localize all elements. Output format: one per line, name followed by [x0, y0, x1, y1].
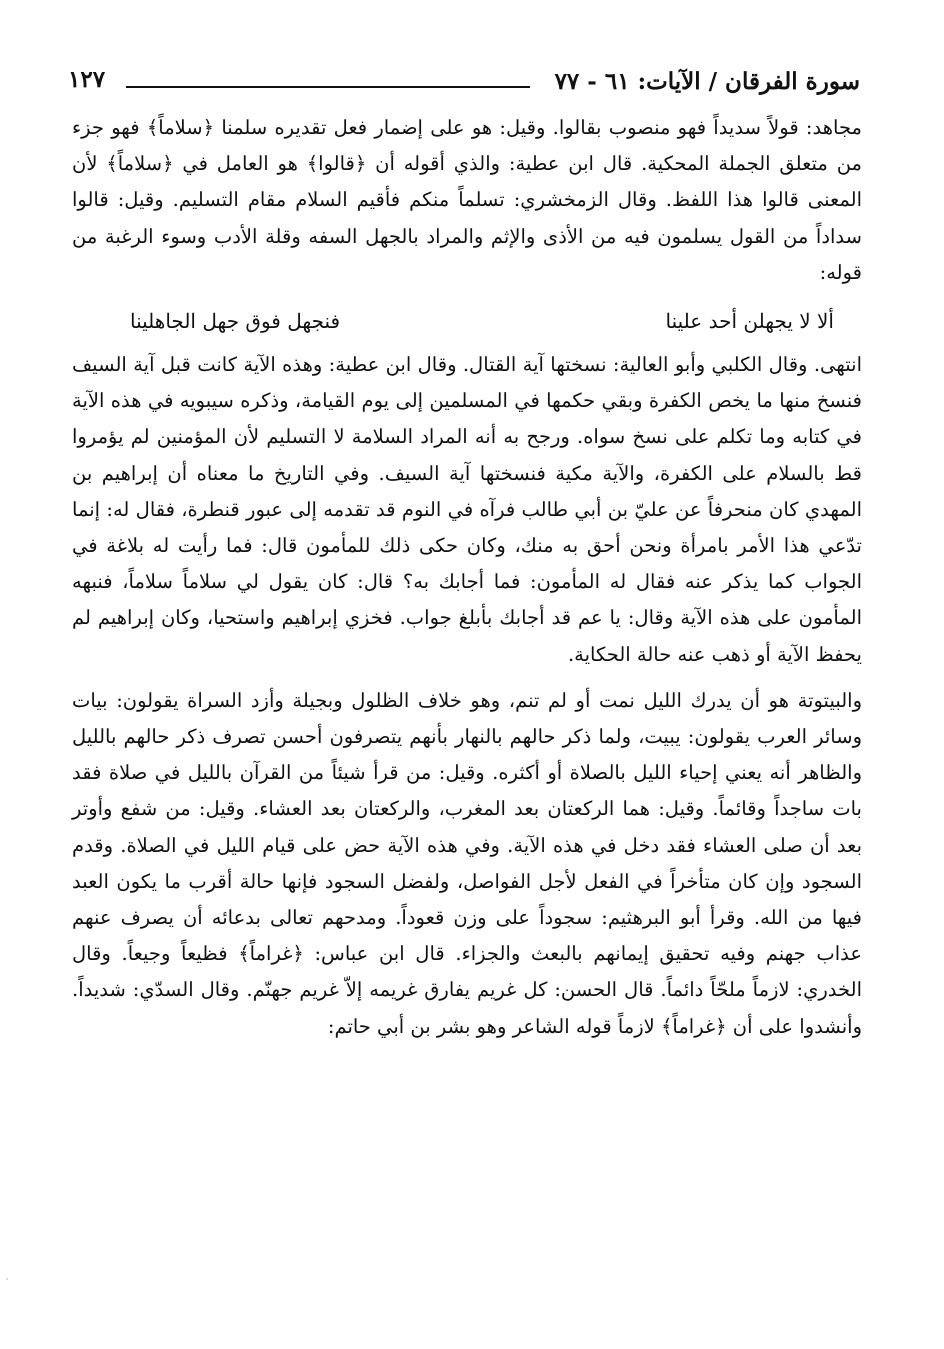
page-body [72, 110, 862, 1045]
paragraph-night-prayer: والبيتوتة هو أن يدرك الليل نمت أو لم تنم، وهو خلاف الظلول وبجيلة وأزد السراة يقولون: بيات وسائر العرب يقولون: يبيت، ولما ذكر حالهم بالنهار بأنهم يتصرفون أحسن تصرف ذكر حالهم بالليل والظاهر أنه يعني إحياء الليل بالصلاة أو أكثره. وقيل: من قرأ شيئاً من القرآن بالليل في صلاة فقد بات ساجداً وقائماً. وقيل: هما الركعتان بعد المغرب، والركعتان بعد العشاء. وقيل: من شفع وأوتر بعد أن صلى العشاء فقد دخل في هذه الآية. وفي هذه الآية حض على قيام الليل في الصلاة. وقدم السجود وإن كان متأخراً في الفعل لأجل الفواصل، ولفضل السجود فإنها حالة أقرب ما يكون العبد فيها من الله. وقرأ أبو البرهثيم: سجوداً على وزن قعوداً. ومدحهم تعالى بدعائه أن يصرف عنهم عذاب جهنم وفيه تحقيق إيمانهم بالبعث والجزاء. قال ابن عباس: ﴿غراماً﴾ فظيعاً وجيعاً. وقال الخدري: لازماً ملحّاً دائماً. قال الحسن: كل غريم يفارق غريمه إلاّ غريم جهنّم. وقال السدّي: شديداً. وأنشدوا على أن ﴿غراماً﴾ لازماً قوله الشاعر وهو بشر بن أبي حاتم: [72, 688, 862, 1038]
page-number: ١٢٧ [68, 66, 106, 93]
chapter-title: سورة الفرقان / الآيات: ٦١ - ٧٧ [554, 68, 860, 95]
verse-second-hemistich: فنجهل فوق جهل الجاهلينا [130, 309, 341, 334]
running-header [68, 62, 860, 102]
paragraph-commentary-salam: مجاهد: قولاً سديداً فهو منصوب بقالوا. وقيل: هو على إضمار فعل تقديره سلمنا ﴿سلاماً﴾ فهو جزء من متعلق الجملة المحكية. قال ابن عطية: والذي أقوله أن ﴿قالوا﴾ هو العامل في ﴿سلاماً﴾ لأن المعنى قالوا هذا اللفظ. وقال الزمخشري: تسلماً منكم فأقيم السلام مقام التسليم. وقيل: قالوا سداداً من القول يسلمون فيه من الأذى والإثم والمراد بالجهل السفه وقلة الأدب وسوء الرغبة من قوله: [72, 116, 862, 284]
poetry-verse [72, 301, 862, 341]
header-rule [126, 86, 530, 88]
scan-speck [6, 1278, 8, 1280]
verse-first-hemistich: ألا لا يجهلن أحد علينا [665, 309, 834, 334]
paragraph-abrogation: انتهى. وقال الكلبي وأبو العالية: نسختها آية القتال. وقال ابن عطية: وهذه الآية كانت قبل آية السيف فنسخ منها ما يخص الكفرة وبقي حكمها في المسلمين إلى يوم القيامة، وذكره سيبويه في هذه الآية في كتابه وما تكلم على نسخ سواه. ورجح به أنه المراد السلامة لا التسليم لأن المؤمنين لم يؤمروا قط بالسلام على الكفرة، والآية مكية فنسختها آية السيف. وفي التاريخ ما معناه أن إبراهيم بن المهدي كان منحرفاً عن عليّ بن أبي طالب فرآه في النوم قد تقدمه إلى عبور قنطرة، فقال له: إنما تدّعي هذا الأمر بامرأة ونحن أحق به منك، وكان حكى ذلك للمأمون قال: فما رأيت له بلاغة في الجواب كما يذكر عنه فقال له المأمون: فما أجابك به؟ قال: كان يقول لي سلاماً سلاماً، فنبهه المأمون على هذه الآية وقال: يا عم قد أجابك بأبلغ جواب. فخزي إبراهيم واستحيا، وكان إبراهيم لم يحفظ الآية أو ذهب عنه حالة الحكاية. [72, 353, 862, 666]
